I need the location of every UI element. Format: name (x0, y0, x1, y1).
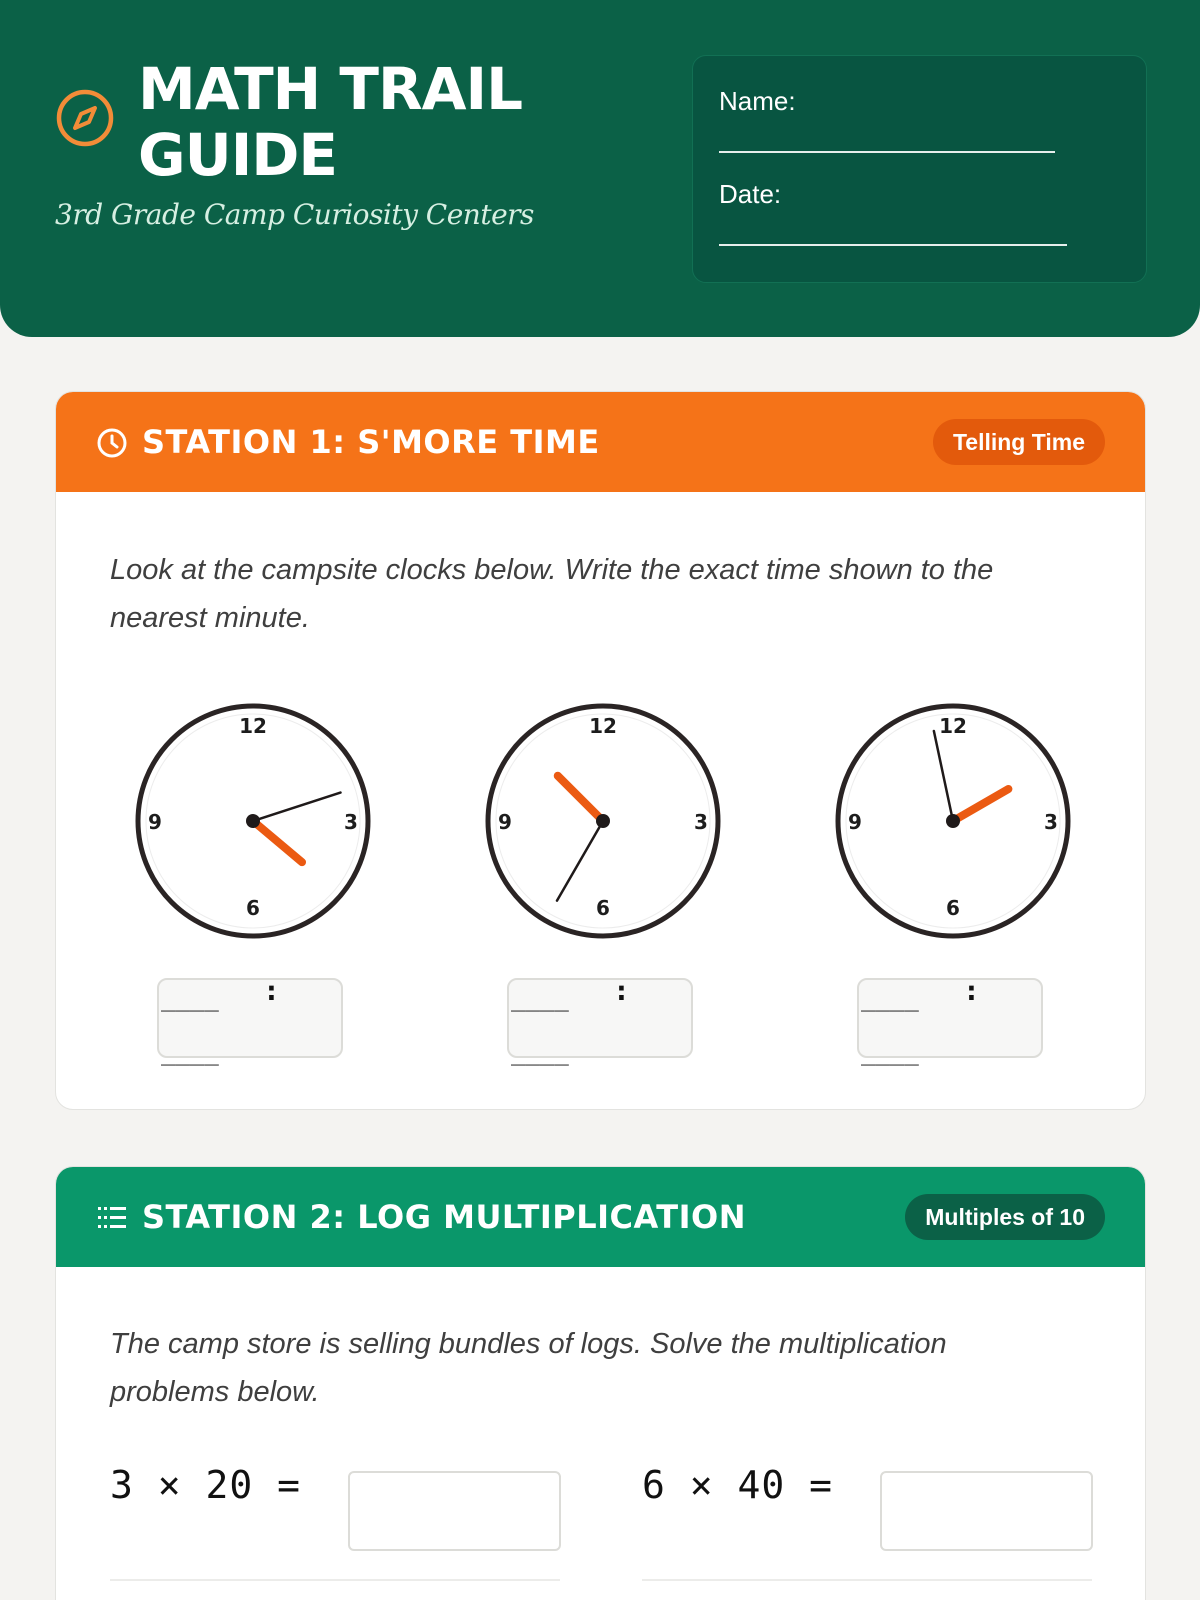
divider (642, 1579, 1092, 1581)
answer-input-2[interactable] (880, 1471, 1093, 1551)
clock-number-6: 6 (596, 896, 610, 920)
time-answer-box-3[interactable] (857, 974, 1043, 1066)
station-1-card (55, 391, 1146, 1110)
page-header (0, 0, 1200, 337)
station-2-title: STATION 2: LOG MULTIPLICATION (142, 1198, 746, 1236)
page-subtitle: 3rd Grade Camp Curiosity Centers (55, 198, 534, 231)
list-icon (96, 1202, 128, 1234)
clock-face-3 (830, 698, 1076, 944)
station-2-header (56, 1167, 1145, 1267)
minute-blank: ____ (161, 1038, 219, 1066)
minute-blank: ____ (861, 1038, 919, 1066)
hour-blank: ____ (861, 984, 919, 1012)
answer-input-1[interactable] (348, 1471, 561, 1551)
station-1-instructions: Look at the campsite clocks below. Write the exact time shown to the nearest minute. (110, 554, 994, 634)
clock-number-12: 12 (939, 714, 967, 738)
date-field[interactable] (719, 244, 1067, 246)
time-answer-box-1[interactable] (157, 974, 343, 1066)
clock-number-9: 9 (148, 810, 162, 834)
clock-center-pin (246, 814, 260, 828)
compass-icon (55, 88, 115, 148)
page-title (138, 56, 558, 188)
station-2-badge: Multiples of 10 (905, 1194, 1105, 1240)
divider (110, 1579, 560, 1581)
clock-number-6: 6 (946, 896, 960, 920)
clock-number-9: 9 (498, 810, 512, 834)
clock-center-pin (596, 814, 610, 828)
station-1-header (56, 392, 1145, 492)
date-label: Date: (719, 179, 782, 209)
clock-face-1 (130, 698, 376, 944)
page-title-line2: GUIDE (138, 121, 338, 189)
page-title-line1: MATH TRAIL (138, 55, 523, 123)
station-2-card (55, 1166, 1146, 1600)
multiplication-problem-1: 3 × 20 = (110, 1463, 302, 1507)
clock-number-6: 6 (246, 896, 260, 920)
minute-blank: ____ (511, 1038, 569, 1066)
time-colon: : (613, 974, 630, 1007)
name-field[interactable] (719, 151, 1055, 153)
clock-number-12: 12 (239, 714, 267, 738)
brand (55, 56, 558, 188)
clock-center-pin (946, 814, 960, 828)
clock-number-12: 12 (589, 714, 617, 738)
student-info-box (692, 55, 1147, 283)
clock-number-9: 9 (848, 810, 862, 834)
time-colon: : (963, 974, 980, 1007)
station-1-badge: Telling Time (933, 419, 1105, 465)
clock-number-3: 3 (344, 810, 358, 834)
time-answer-box-2[interactable] (507, 974, 693, 1066)
hour-blank: ____ (161, 984, 219, 1012)
clock-face-2 (480, 698, 726, 944)
clock-number-3: 3 (694, 810, 708, 834)
clock-icon (96, 427, 128, 459)
hour-blank: ____ (511, 984, 569, 1012)
clock-number-3: 3 (1044, 810, 1058, 834)
time-colon: : (263, 974, 280, 1007)
station-2-instructions: The camp store is selling bundles of logs. Solve the multiplication problems below. (110, 1328, 947, 1408)
multiplication-problem-2: 6 × 40 = (642, 1463, 834, 1507)
name-label: Name: (719, 86, 796, 116)
station-1-title: STATION 1: S'MORE TIME (142, 423, 600, 461)
